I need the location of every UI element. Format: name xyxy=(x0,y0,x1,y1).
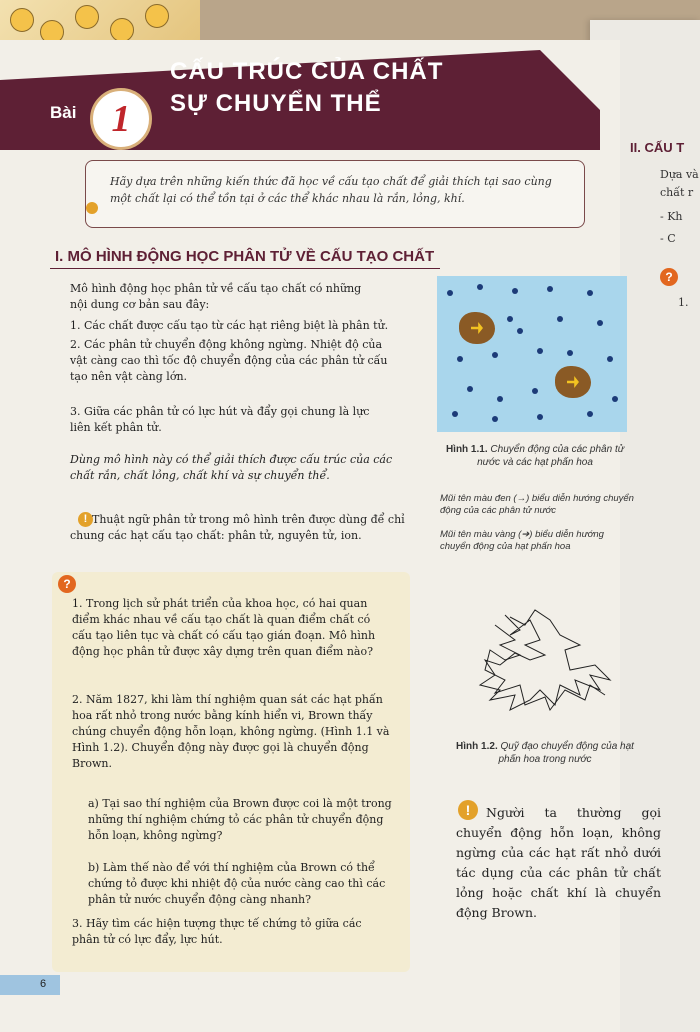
intro-box xyxy=(85,160,585,228)
water-molecule-icon xyxy=(587,411,593,417)
question-2a: a) Tại sao thí nghiệm của Brown được coi là một trong những thí nghiệm chứng tỏ các phân tử chuyển động hỗn loạn, không ngừng? xyxy=(88,797,392,842)
right-page-line: Dựa và xyxy=(660,168,699,181)
question-2b: b) Làm thế nào để với thí nghiệm của Brown có thể chứng tỏ được khi nhiệt độ của nước càng cao thì các phân tử nước chuyển động càng nhanh? xyxy=(88,861,386,906)
warning-icon: ! xyxy=(78,512,93,527)
intro-text: Hãy dựa trên những kiến thức đã học về cấu tạo chất để giải thích tại sao cùng một chất lại có thể tồn tại ở các thể khác nhau là rắn, lỏng, khí. xyxy=(110,175,552,205)
lesson-label: Bài xyxy=(50,103,77,122)
figure2-caption xyxy=(445,740,645,766)
brownian-trajectory xyxy=(480,610,610,710)
section-divider xyxy=(50,268,440,269)
emoji-sticker-icon xyxy=(145,4,169,28)
terminology-note: Thuật ngữ phân tử trong mô hình trên được dùng để chỉ chung các hạt cấu tạo chất: phân tử, nguyên tử, ion. xyxy=(70,513,405,542)
water-molecule-icon xyxy=(547,286,553,292)
section-lead: Mô hình động học phân tử về cấu tạo chất có những nội dung cơ bản sau đây: xyxy=(70,282,362,311)
right-page-item: 1. xyxy=(678,296,689,309)
water-molecule-icon xyxy=(467,386,473,392)
emoji-sticker-icon xyxy=(75,5,99,29)
pollen-grain-icon xyxy=(459,312,495,344)
question-3: 3. Hãy tìm các hiện tượng thực tế chứng tỏ giữa các phân tử có lực đẩy, lực hút. xyxy=(72,917,362,946)
water-molecule-icon xyxy=(452,411,458,417)
section-title: I. MÔ HÌNH ĐỘNG HỌC PHÂN TỬ VỀ CẤU TẠO CHẤT xyxy=(55,248,435,265)
water-molecule-icon xyxy=(507,316,513,322)
water-molecule-icon xyxy=(537,348,543,354)
water-molecule-icon xyxy=(537,414,543,420)
pollen-grain-icon xyxy=(555,366,591,398)
emoji-sticker-icon xyxy=(110,18,134,42)
figure2-caption-label: Hình 1.2. xyxy=(456,741,498,752)
water-molecule-icon xyxy=(597,320,603,326)
water-molecule-icon xyxy=(447,290,453,296)
water-molecule-icon xyxy=(612,396,618,402)
water-molecule-icon xyxy=(532,388,538,394)
point-1: 1. Các chất được cấu tạo từ các hạt riêng biệt là phân tử. xyxy=(70,319,389,332)
question-2: 2. Năm 1827, khi làm thí nghiệm quan sát các hạt phấn hoa rất nhỏ trong nước bằng kính hiển vi, Brown thấy chúng chuyển động hỗn loạn, không ngừng. (Hình 1.1 và Hình 1.2). Chuyển động này được gọi là chuyển động Brown. xyxy=(72,693,390,770)
question-1: 1. Trong lịch sử phát triển của khoa học, có hai quan điểm khác nhau về cấu tạo chất là quan điểm chất có cấu tạo liên tục và chất có cấu tạo gián đoạn. Mô hình động học phân tử được xây dựng trên quan điểm nào? xyxy=(72,597,376,658)
water-molecule-icon xyxy=(492,352,498,358)
figure1-legend-yellow: Mũi tên màu vàng (➔) biểu diễn hướng chuyển động của hạt phấn hoa xyxy=(440,529,604,552)
intro-bullet-icon xyxy=(86,202,98,214)
right-page-line: chất r xyxy=(660,186,694,199)
model-usage: Dùng mô hình này có thể giải thích được cấu trúc của các chất rắn, chất lỏng, chất khí và sự chuyển thể. xyxy=(70,453,393,482)
water-molecule-icon xyxy=(607,356,613,362)
water-molecule-icon xyxy=(492,416,498,422)
warning-icon: ! xyxy=(458,800,478,820)
brown-note: Người ta thường gọi chuyển động hỗn loạn, không ngừng của các hạt rất nhỏ dưới tác dụng của các phân tử chất lỏng hoặc chất khí là chuyển động Brown. xyxy=(456,805,661,920)
water-molecule-icon xyxy=(512,288,518,294)
water-molecule-icon xyxy=(557,316,563,322)
water-molecule-icon xyxy=(457,356,463,362)
water-molecule-icon xyxy=(567,350,573,356)
lesson-title-line2: SỰ CHUYỂN THỂ xyxy=(170,90,382,117)
figure-molecules xyxy=(437,276,627,432)
figure1-caption-text: Chuyển động của các phân tử nước và các hạt phấn hoa xyxy=(477,444,625,468)
lesson-number: 1 xyxy=(90,88,152,150)
water-molecule-icon xyxy=(497,396,503,402)
right-page-line: - C xyxy=(660,232,676,245)
figure1-caption-label: Hình 1.1. xyxy=(445,444,488,455)
figure1-caption xyxy=(440,443,630,469)
figure1-legend-black: Mũi tên màu đen (→) biểu diễn hướng chuyển động của các phân tử nước xyxy=(440,493,634,516)
lesson-title-line1: CẤU TRÚC CỦA CHẤT xyxy=(170,58,444,85)
point-3: 3. Giữa các phân tử có lực hút và đẩy gọi chung là lực liên kết phân tử. xyxy=(70,405,370,434)
water-molecule-icon xyxy=(517,328,523,334)
water-molecule-icon xyxy=(587,290,593,296)
right-page-line: - Kh xyxy=(660,210,683,223)
right-page-heading: II. CẤU T xyxy=(630,140,685,155)
figure-brownian-path xyxy=(470,605,620,720)
figure2-caption-text: Quỹ đạo chuyển động của hạt phấn hoa trong nước xyxy=(498,741,634,765)
question-icon: ? xyxy=(660,268,678,286)
question-icon: ? xyxy=(58,575,76,593)
page-number: 6 xyxy=(40,978,47,990)
water-molecule-icon xyxy=(477,284,483,290)
point-2: 2. Các phân tử chuyển động không ngừng. Nhiệt độ của vật càng cao thì tốc độ chuyển động của các phân tử cấu tạo nên vật càng lớn. xyxy=(70,338,388,383)
page-number-bar xyxy=(0,975,60,995)
emoji-sticker-icon xyxy=(10,8,34,32)
